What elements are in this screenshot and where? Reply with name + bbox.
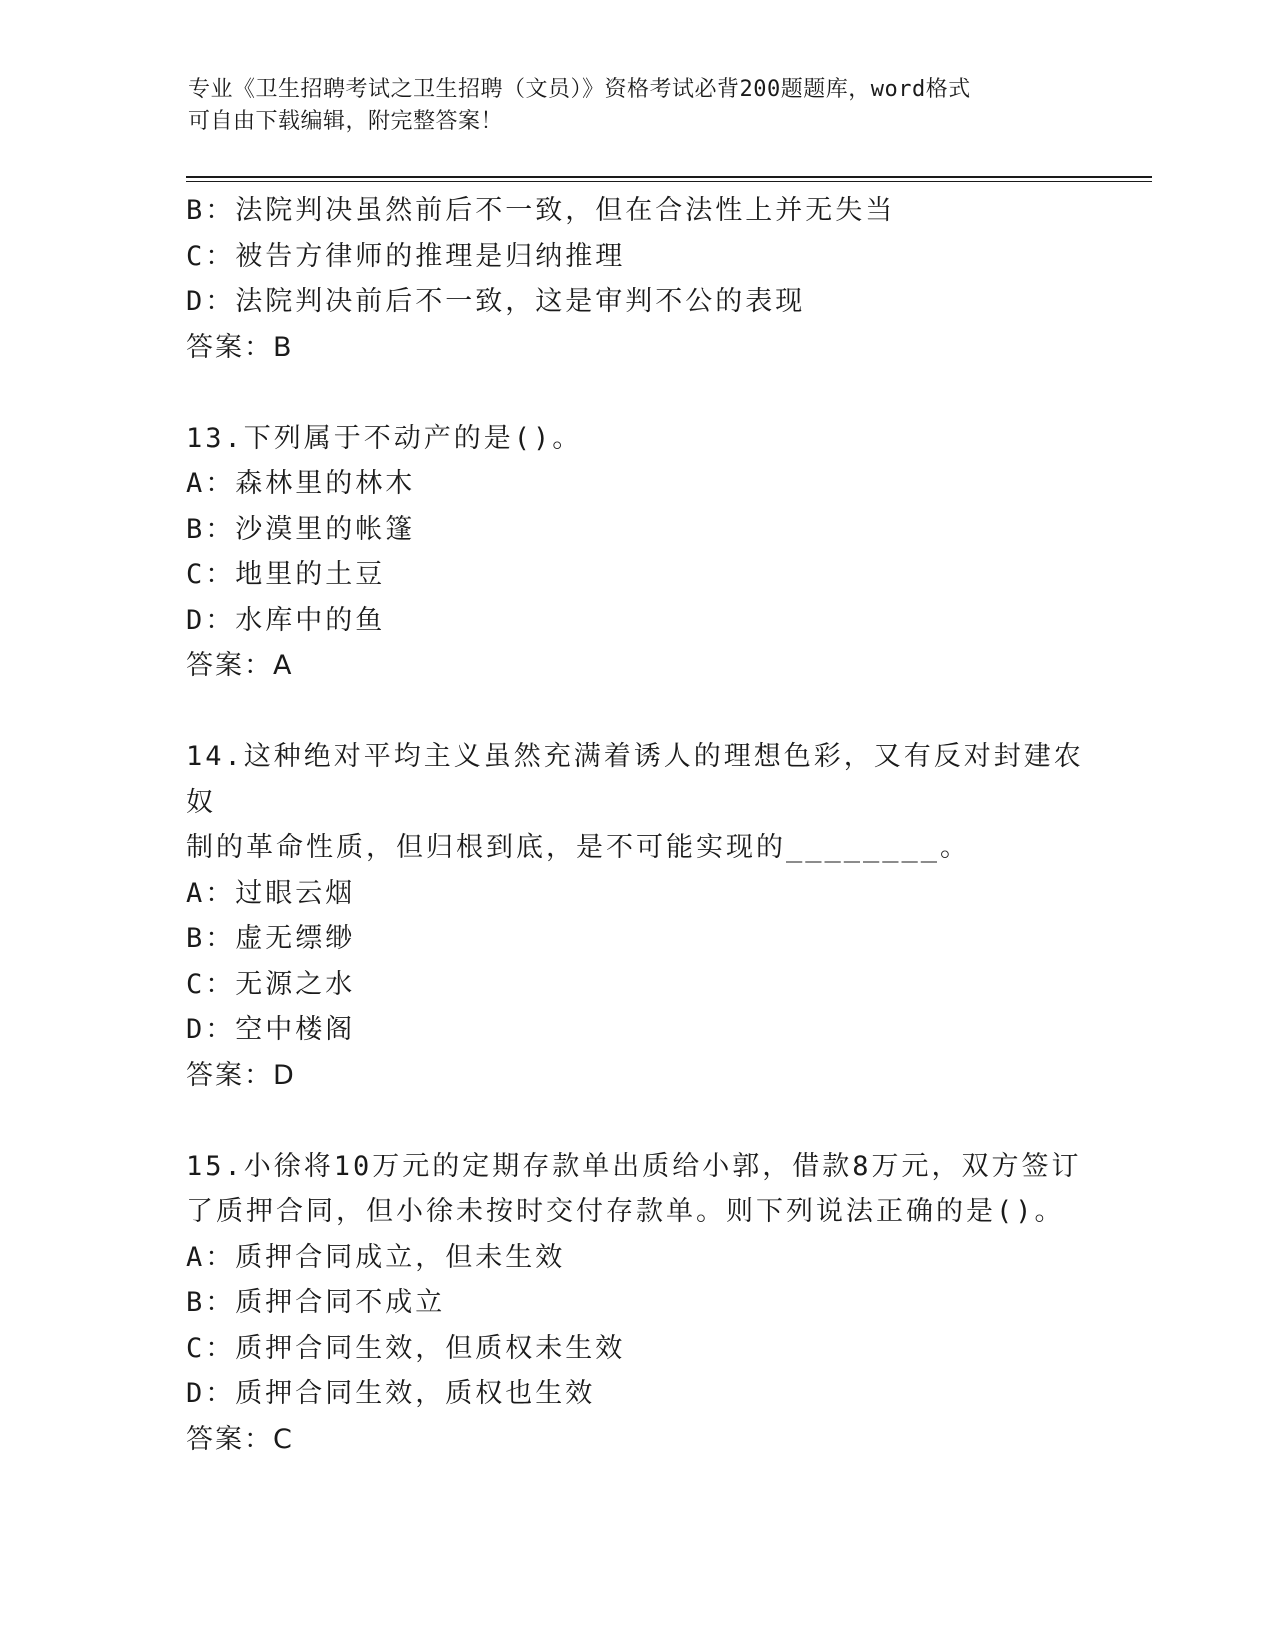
header-divider-thick bbox=[186, 176, 1152, 178]
question-content bbox=[186, 188, 1086, 1462]
answer-line: 答案：D bbox=[186, 1059, 296, 1091]
option-d: D：水库中的鱼 bbox=[186, 604, 386, 636]
question-14 bbox=[186, 734, 1086, 1098]
header-divider-thin bbox=[186, 181, 1152, 182]
answer-line: 答案：A bbox=[186, 650, 294, 681]
option-a: A：质押合同成立，但未生效 bbox=[186, 1241, 566, 1273]
question-13 bbox=[186, 416, 1086, 689]
option-c: C：无源之水 bbox=[186, 968, 356, 1000]
option-b: B：虚无缥缈 bbox=[186, 923, 356, 954]
question-stem-continued: 制的革命性质，但归根到底，是不可能实现的________。 bbox=[186, 832, 971, 863]
option-c: C：被告方律师的推理是归纳推理 bbox=[186, 240, 626, 272]
answer-line: 答案：C bbox=[186, 1423, 294, 1455]
header-line-2: 可自由下载编辑，附完整答案！ bbox=[188, 109, 504, 134]
question-stem: 15.小徐将10万元的定期存款单出质给小郭，借款8万元，双方签订 bbox=[186, 1150, 1082, 1182]
option-b: B：沙漠里的帐篷 bbox=[186, 513, 416, 545]
option-a: A：过眼云烟 bbox=[186, 877, 356, 909]
question-stem-continued: 了质押合同，但小徐未按时交付存款单。则下列说法正确的是()。 bbox=[186, 1196, 1065, 1227]
option-c: C：质押合同生效，但质权未生效 bbox=[186, 1332, 626, 1364]
option-b: B：质押合同不成立 bbox=[186, 1287, 446, 1318]
question-15 bbox=[186, 1144, 1086, 1463]
carryover-question bbox=[186, 188, 1086, 370]
option-a: A：森林里的林木 bbox=[186, 468, 416, 499]
option-d: D：法院判决前后不一致，这是审判不公的表现 bbox=[186, 286, 806, 317]
option-c: C：地里的土豆 bbox=[186, 559, 386, 590]
option-d: D：质押合同生效，质权也生效 bbox=[186, 1378, 596, 1409]
header-line-1: 专业《卫生招聘考试之卫生招聘（文员）》资格考试必背200题题库，word格式 bbox=[188, 77, 971, 102]
document-header bbox=[188, 74, 1068, 138]
option-b: B：法院判决虽然前后不一致，但在合法性上并无失当 bbox=[186, 195, 896, 226]
answer-line: 答案：B bbox=[186, 331, 294, 363]
question-stem: 13.下列属于不动产的是()。 bbox=[186, 422, 583, 454]
question-stem: 14.这种绝对平均主义虽然充满着诱人的理想色彩，又有反对封建农奴 bbox=[186, 741, 1084, 818]
option-d: D：空中楼阁 bbox=[186, 1014, 356, 1045]
